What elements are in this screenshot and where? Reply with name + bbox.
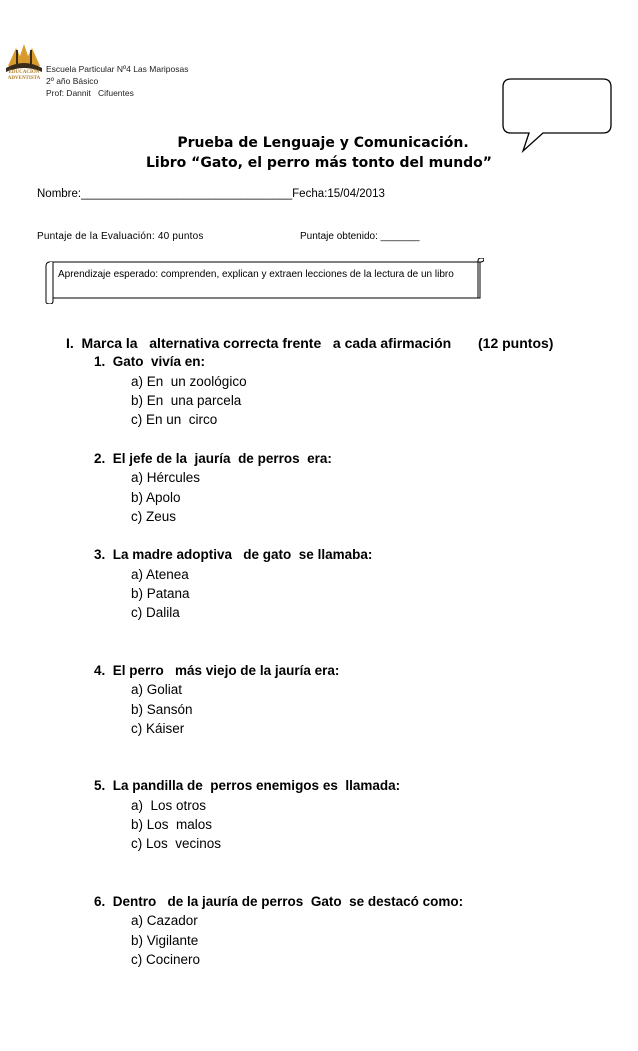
option-5b[interactable]: b) Los malos [131, 817, 213, 832]
section-points: (12 puntos) [478, 335, 554, 351]
logo-text: EDUCACIÓN ADVENTISTA [7, 70, 41, 81]
option-3c[interactable]: c) Dalila [131, 605, 180, 620]
option-2b[interactable]: b) Apolo [131, 490, 181, 505]
option-2c[interactable]: c) Zeus [131, 509, 177, 524]
question-4: 4. El perro más viejo de la jauría era: [94, 663, 340, 678]
school-name: Escuela Particular Nº4 Las Mariposas [46, 64, 189, 74]
score-total: Puntaje de la Evaluación: 40 puntos [37, 231, 204, 242]
question-6: 6. Dentro de la jauría de perros Gato se destacó como: [94, 894, 464, 909]
learning-objective: Aprendizaje esperado: comprenden, explican y extraen lecciones de la lectura de un libro [58, 269, 454, 280]
score-obtained: Puntaje obtenido: _______ [300, 231, 420, 242]
option-1c[interactable]: c) En un circo [131, 412, 218, 427]
test-title: Prueba de Lenguaje y Comunicación. [177, 135, 469, 151]
question-3: 3. La madre adoptiva de gato se llamaba: [94, 547, 373, 562]
book-title: Libro “Gato, el perro más tonto del mundo” [145, 155, 493, 171]
option-3b[interactable]: b) Patana [131, 586, 190, 601]
grade: 2º año Básico [46, 76, 99, 86]
school-info [46, 63, 188, 99]
option-4c[interactable]: c) Káiser [131, 721, 185, 736]
school-logo [2, 36, 46, 92]
option-6a[interactable]: a) Cazador [131, 913, 198, 928]
option-4a[interactable]: a) Goliat [131, 682, 183, 697]
option-6b[interactable]: b) Vigilante [131, 933, 199, 948]
teacher: Prof: Dannit Cifuentes [46, 88, 134, 98]
option-2a[interactable]: a) Hércules [131, 470, 201, 485]
question-1: 1. Gato vivía en: [94, 354, 206, 369]
option-6c[interactable]: c) Cocinero [131, 952, 201, 967]
question-2: 2. El jefe de la jauría de perros era: [94, 451, 332, 466]
section-heading: I. Marca la alternativa correcta frente a cada afirmación [66, 335, 452, 351]
option-1a[interactable]: a) En un zoológico [131, 374, 247, 389]
option-3a[interactable]: a) Atenea [131, 567, 189, 582]
option-5a[interactable]: a) Los otros [131, 798, 207, 813]
option-5c[interactable]: c) Los vecinos [131, 836, 222, 851]
option-1b[interactable]: b) En una parcela [131, 393, 242, 408]
name-date-line: Nombre:_________________________________Fecha:15/04/2013 [37, 188, 385, 200]
question-5: 5. La pandilla de perros enemigos es llamada: [94, 778, 401, 793]
option-4b[interactable]: b) Sansón [131, 702, 193, 717]
